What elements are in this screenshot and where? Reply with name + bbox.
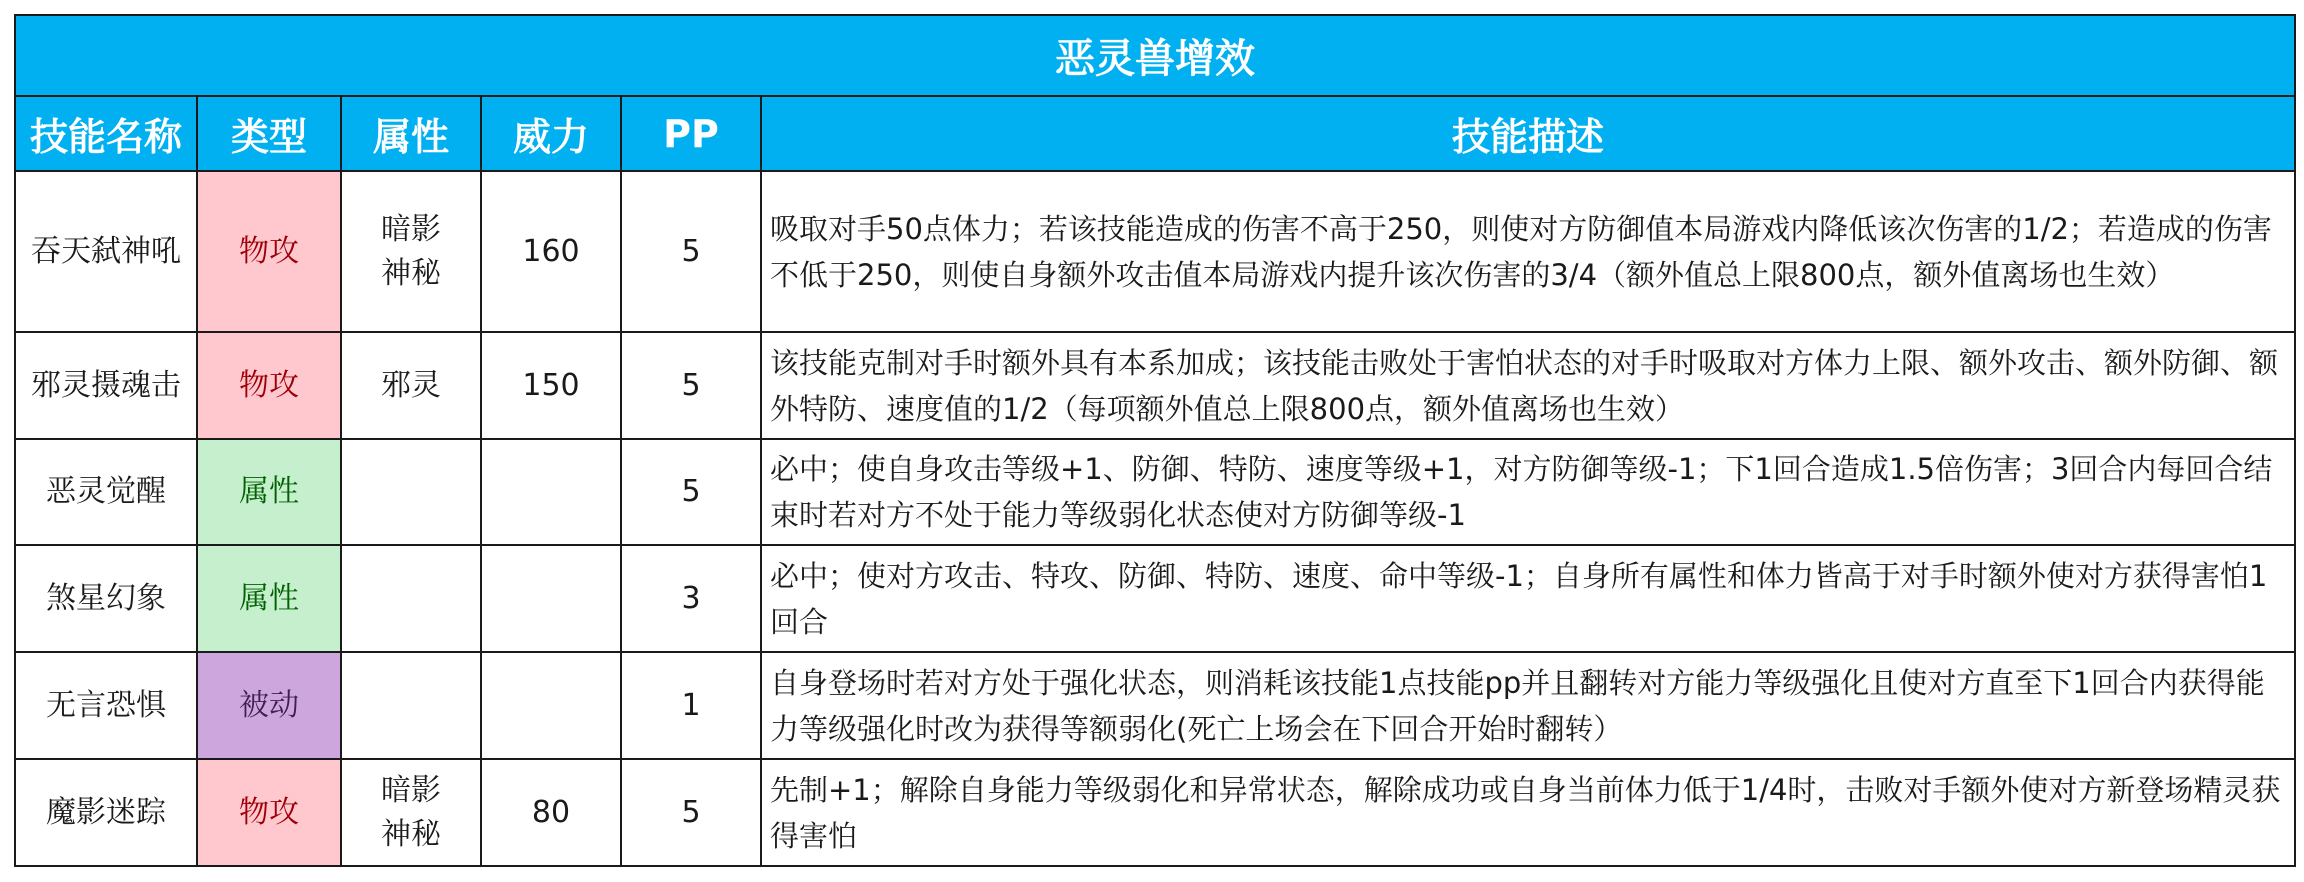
skill-name: 恶灵觉醒 (15, 439, 197, 545)
skill-name: 魔影迷踪 (15, 759, 197, 866)
skill-power (481, 545, 621, 652)
skill-type-badge: 被动 (197, 652, 341, 759)
skill-name: 无言恐惧 (15, 652, 197, 759)
attribute-line: 暗影 (381, 211, 441, 247)
skill-pp: 1 (621, 652, 761, 759)
header-attribute: 属性 (341, 96, 481, 171)
attribute-line: 神秘 (381, 255, 441, 291)
table-row (15, 439, 2295, 545)
attribute-line: 暗影 (381, 772, 441, 808)
skill-pp: 5 (621, 759, 761, 866)
attribute-line: 神秘 (381, 816, 441, 852)
skill-type-badge: 属性 (197, 545, 341, 652)
skill-name: 邪灵摄魂击 (15, 332, 197, 439)
table-row (15, 652, 2295, 759)
skill-power (481, 439, 621, 545)
skill-description: 该技能克制对手时额外具有本系加成；该技能击败处于害怕状态的对手时吸取对方体力上限、额外攻击、额外防御、额外特防、速度值的1/2（每项额外值总上限800点，额外值离场也生效） (761, 332, 2295, 439)
skill-type-badge: 物攻 (197, 171, 341, 332)
skill-description: 必中；使对方攻击、特攻、防御、特防、速度、命中等级-1；自身所有属性和体力皆高于对手时额外使对方获得害怕1回合 (761, 545, 2295, 652)
skill-attribute (341, 439, 481, 545)
skill-pp: 3 (621, 545, 761, 652)
header-pp: PP (621, 96, 761, 171)
skill-pp: 5 (621, 332, 761, 439)
table-title: 恶灵兽增效 (15, 15, 2295, 96)
skill-name: 煞星幻象 (15, 545, 197, 652)
skill-type-badge: 物攻 (197, 332, 341, 439)
skill-description: 自身登场时若对方处于强化状态，则消耗该技能1点技能pp并且翻转对方能力等级强化且使对方直至下1回合内获得能力等级强化时改为获得等额弱化(死亡上场会在下回合开始时翻转） (761, 652, 2295, 759)
skill-name: 吞天弑神吼 (15, 171, 197, 332)
skill-attribute (341, 332, 481, 439)
attribute-line: 邪灵 (381, 367, 441, 403)
table-row (15, 332, 2295, 439)
skill-description: 吸取对手50点体力；若该技能造成的伤害不高于250，则使对方防御值本局游戏内降低该次伤害的1/2；若造成的伤害不低于250，则使自身额外攻击值本局游戏内提升该次伤害的3/4（额外值总上限800点，额外值离场也生效） (761, 171, 2295, 332)
skill-description: 必中；使自身攻击等级+1、防御、特防、速度等级+1，对方防御等级-1；下1回合造成1.5倍伤害；3回合内每回合结束时若对方不处于能力等级弱化状态使对方防御等级-1 (761, 439, 2295, 545)
skill-power: 80 (481, 759, 621, 866)
skill-power: 150 (481, 332, 621, 439)
header-row (15, 96, 2295, 171)
skill-description: 先制+1；解除自身能力等级弱化和异常状态，解除成功或自身当前体力低于1/4时，击败对手额外使对方新登场精灵获得害怕 (761, 759, 2295, 866)
skill-pp: 5 (621, 439, 761, 545)
header-skill-name: 技能名称 (15, 96, 197, 171)
header-type: 类型 (197, 96, 341, 171)
table-row (15, 545, 2295, 652)
table-row (15, 171, 2295, 332)
skill-pp: 5 (621, 171, 761, 332)
header-power: 威力 (481, 96, 621, 171)
skill-attribute (341, 545, 481, 652)
skill-attribute (341, 759, 481, 866)
header-description: 技能描述 (761, 96, 2295, 171)
skill-power (481, 652, 621, 759)
skill-attribute (341, 652, 481, 759)
title-row (15, 15, 2295, 96)
skill-power: 160 (481, 171, 621, 332)
skill-type-badge: 物攻 (197, 759, 341, 866)
skill-attribute (341, 171, 481, 332)
table-row (15, 759, 2295, 866)
skill-type-badge: 属性 (197, 439, 341, 545)
skill-table (14, 14, 2296, 867)
